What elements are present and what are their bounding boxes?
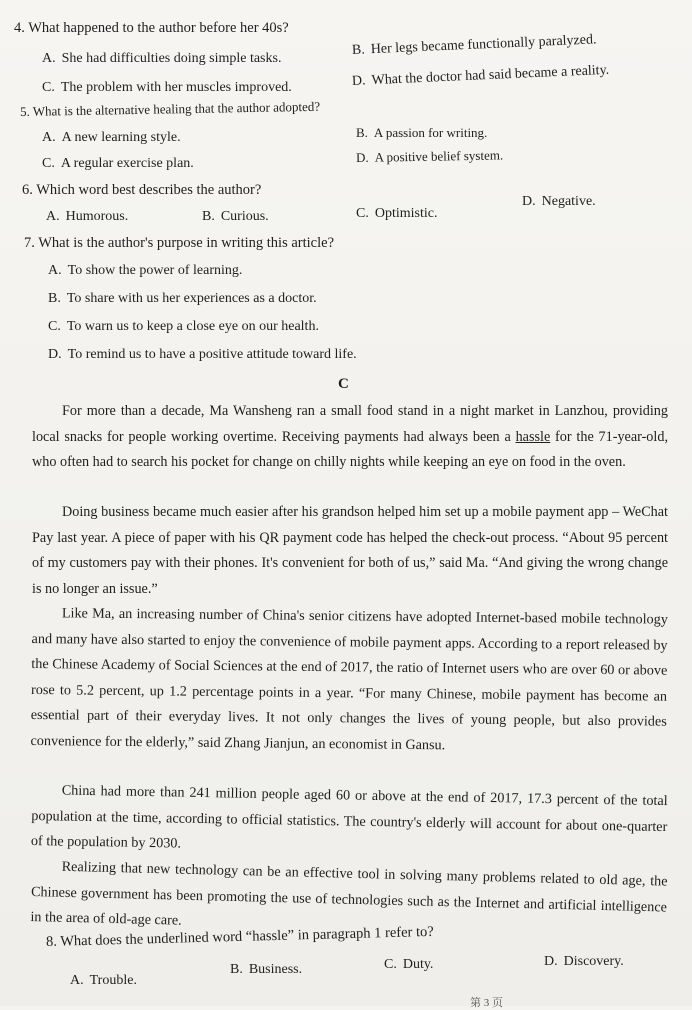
question-5-option-d: D. A positive belief system. bbox=[355, 147, 504, 165]
passage-heading: C bbox=[338, 376, 349, 392]
question-4-stem: 4. What happened to the author before her 40s? bbox=[14, 20, 289, 36]
question-7-option-d: D. To remind us to have a positive attitude toward life. bbox=[48, 347, 357, 362]
question-7-option-b: B. To share with us her experiences as a doctor. bbox=[48, 291, 317, 306]
passage-paragraph-3: Like Ma, an increasing number of China's senior citizens have adopted Internet-based mobile technology and many have also started to enjoy the convenience of mobile payment apps. According to a report released by the Chinese Academy of Social Sciences at the end of 2017, the ratio of Internet users who are over 60 or above rose to 5.2 percent, up 1.2 percentage points in a year. “For many Chinese, mobile payment has become an essential part of their everyday lives. It not only changes the lives of young people, but also provides convenience for the elderly,” said Zhang Jianjun, an economist in Gansu. bbox=[30, 605, 668, 754]
question-4-option-a: A. She had difficulties doing simple tasks. bbox=[42, 51, 282, 66]
question-6-stem: 6. Which word best describes the author? bbox=[22, 182, 262, 198]
question-4-option-c: C. The problem with her muscles improved. bbox=[42, 80, 292, 95]
question-8-option-b: B. Business. bbox=[230, 962, 303, 977]
question-7-option-c: C. To warn us to keep a close eye on our health. bbox=[48, 319, 319, 334]
question-6-option-b: B. Curious. bbox=[202, 209, 269, 224]
passage-paragraph-4: China had more than 241 million people aged 60 or above at the end of 2017, 17.3 percent of the total population at the time, according to official statistics. The country's elderly will account for about one-quarter of the population by 2030. bbox=[30, 782, 668, 852]
question-5-stem: 5. What is the alternative healing that the author adopted? bbox=[19, 98, 321, 119]
question-5-option-c: C. A regular exercise plan. bbox=[42, 156, 194, 171]
question-8-option-a: A. Trouble. bbox=[70, 973, 137, 988]
underlined-word-hassle: hassle bbox=[515, 428, 551, 445]
question-4-option-d: D. What the doctor had said became a reality. bbox=[351, 62, 610, 89]
question-8-option-d: D. Discovery. bbox=[544, 954, 624, 969]
page-footer: 第 3 页 bbox=[470, 997, 503, 1009]
question-4-option-b: B. Her legs became functionally paralyzed. bbox=[351, 32, 597, 58]
passage-paragraph-1: For more than a decade, Ma Wansheng ran a small food stand in a night market in Lanzhou, providing local snacks for people working overtime. Receiving payments had always been a hassle for the 71-year-old, who often had to search his pocket for change on chilly nights while keeping an eye on food in the oven. bbox=[32, 403, 668, 471]
question-8-option-c: C. Duty. bbox=[384, 957, 434, 972]
question-5-option-b: B. A passion for writing. bbox=[356, 125, 488, 140]
question-7-stem: 7. What is the author's purpose in writing this article? bbox=[24, 235, 335, 251]
question-7-option-a: A. To show the power of learning. bbox=[48, 263, 243, 278]
question-6-option-a: A. Humorous. bbox=[46, 209, 129, 224]
passage-paragraph-2: Doing business became much easier after his grandson helped him set up a mobile payment app – WeChat Pay last year. A piece of paper with his QR payment code has helped the check-out process. “About 95 percent of my customers pay with their phones. It's convenient for both of us,” said Ma. “And giving the wrong change is no longer an issue.” bbox=[32, 504, 668, 597]
question-5-option-a: A. A new learning style. bbox=[42, 130, 181, 145]
question-6-option-c: C. Optimistic. bbox=[356, 206, 438, 221]
question-6-option-d: D. Negative. bbox=[522, 194, 596, 209]
question-8-stem: 8. What does the underlined word “hassle” in paragraph 1 refer to? bbox=[45, 923, 434, 950]
passage-paragraph-5: Realizing that new technology can be an effective tool in solving many problems related to old age, the Chinese government has been promoting the use of technologies such as the Internet and artificial intelligence in the area of old-age care. bbox=[30, 858, 668, 929]
